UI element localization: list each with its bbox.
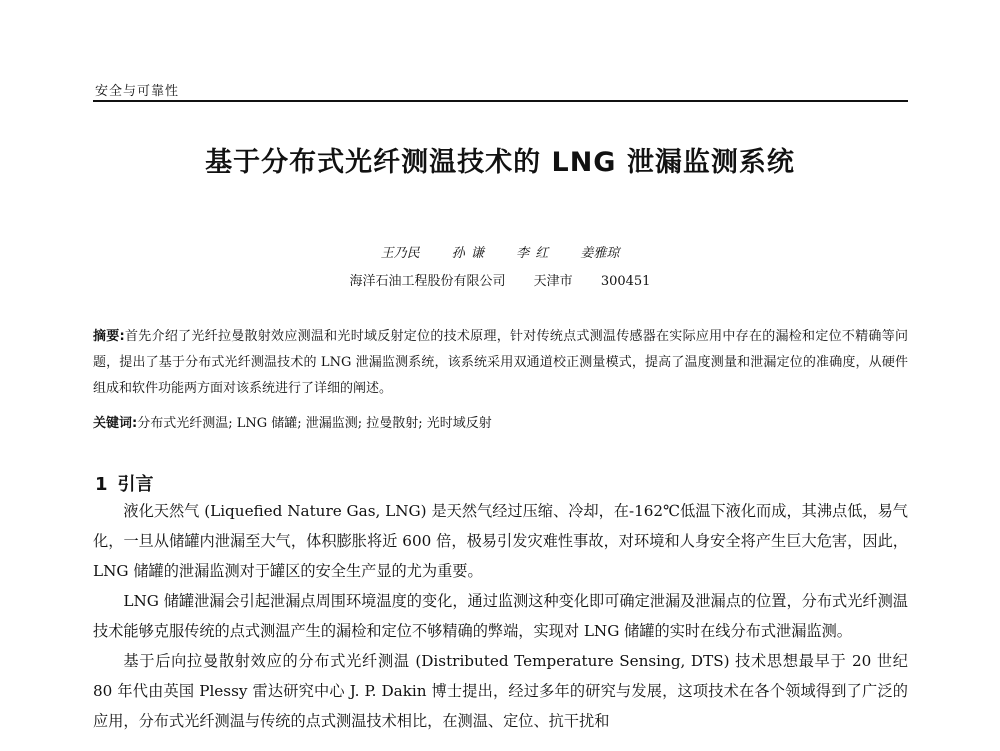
running-head: 安全与可靠性 [95,84,180,99]
keywords [93,414,908,434]
author-name: 李 红 [516,246,549,261]
affiliation-city: 天津市 [533,274,573,289]
abstract [93,324,908,402]
section-title: 引言 [117,474,154,495]
header-rule [93,100,908,102]
author-list [0,242,1000,261]
body-paragraph: LNG 储罐泄漏会引起泄漏点周围环境温度的变化，通过监测这种变化即可确定泄漏及泄漏点的位置，分布式光纤测温技术能够克服传统的点式测温产生的漏检和定位不够精确的弊端，实现对 LNG 储罐的实时在线分布式泄漏监测。 [93,592,908,640]
author-name: 姜雅琼 [580,246,620,261]
affiliation [0,270,1000,289]
body-paragraph: 液化天然气 (Liquefied Nature Gas, LNG) 是天然气经过压缩、冷却，在-162℃低温下液化而成，其沸点低，易气化，一旦从储罐内泄漏至大气，体积膨胀将近 600 倍，极易引发灾难性事故，对环境和人身安全将产生巨大危害，因此，LNG 储罐的泄漏监测对于罐区的安全生产显的尤为重要。 [93,502,908,580]
keywords-label: 关键词: [93,416,138,431]
abstract-text: 首先介绍了光纤拉曼散射效应测温和光时域反射定位的技术原理，针对传统点式测温传感器在实际应用中存在的漏检和定位不精确等问题，提出了基于分布式光纤测温技术的 LNG 泄漏监测系统，该系统采用双通道校正测量模式，提高了温度测量和泄漏定位的准确度，从硬件组成和软件功能两方面对该系统进行了详细的阐述。 [93,329,908,396]
affiliation-org: 海洋石油工程股份有限公司 [349,274,506,289]
paper-title: 基于分布式光纤测温技术的 LNG 泄漏监测系统 [205,147,795,178]
body-paragraph: 基于后向拉曼散射效应的分布式光纤测温 (Distributed Temperature Sensing, DTS) 技术思想最早于 20 世纪 80 年代由英国 Plessy 雷达研究中心 J. P. Dakin 博士提出，经过多年的研究与发展，这项技术在各个领域得到了广泛的应用，分布式光纤测温与传统的点式测温技术相比，在测温、定位、抗干扰和 [93,652,908,730]
section-number: 1 [95,474,108,495]
affiliation-postcode: 300451 [600,274,651,289]
keywords-text: 分布式光纤测温; LNG 储罐; 泄漏监测; 拉曼散射; 光时域反射 [137,416,492,431]
section-heading [95,470,154,496]
author-name: 孙 谦 [451,246,484,261]
body-text [93,496,908,736]
abstract-label: 摘要: [93,329,125,344]
author-name: 王乃民 [380,246,420,261]
